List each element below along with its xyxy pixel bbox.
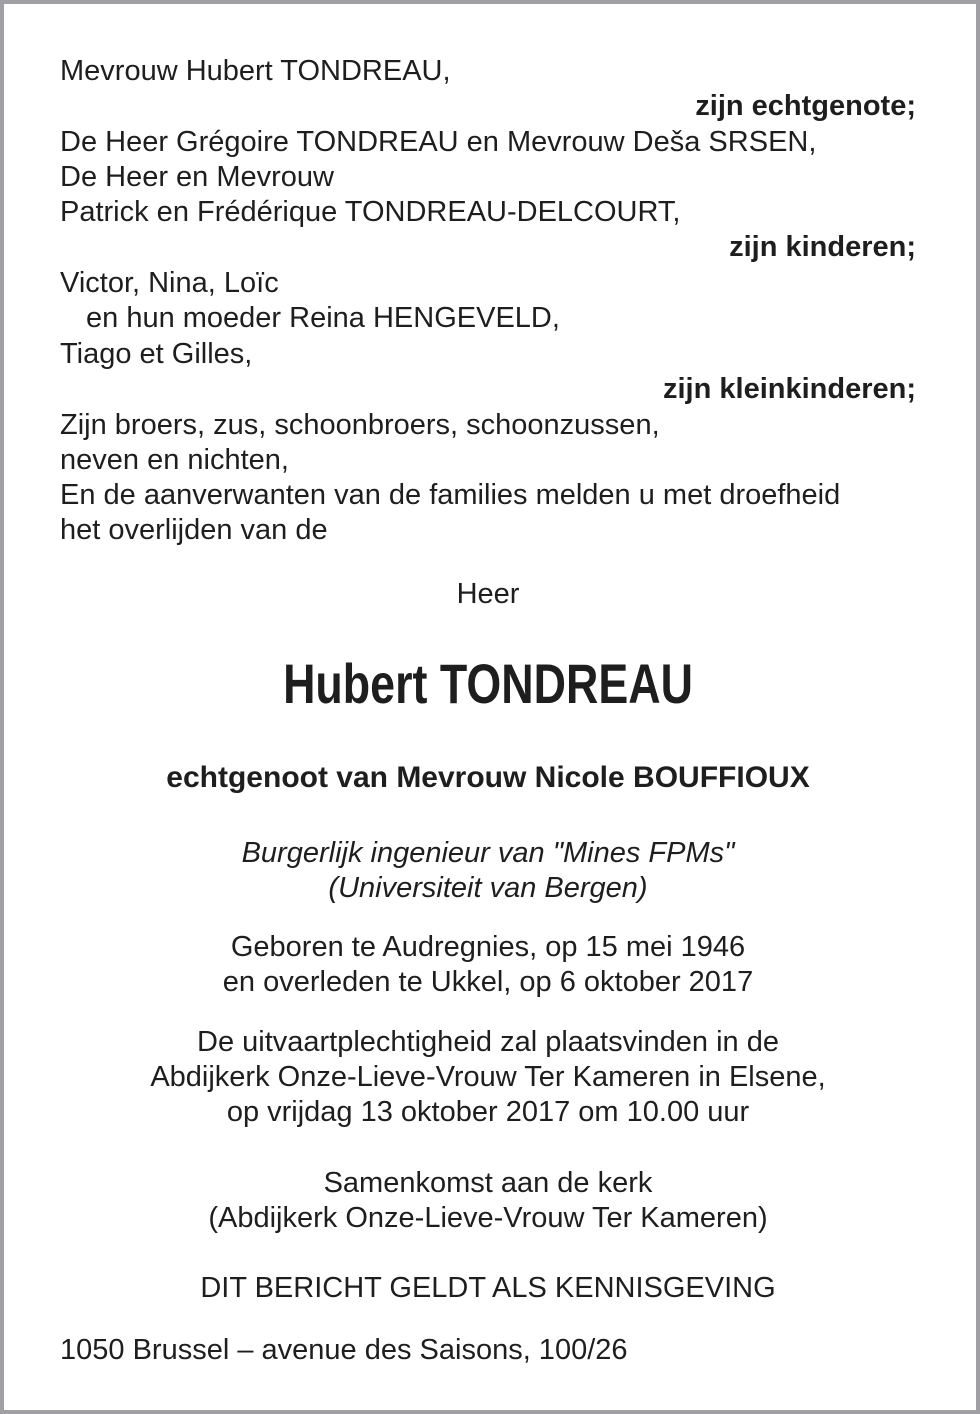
family-line: en hun moeder Reina HENGEVELD, — [86, 302, 560, 334]
family-line: Zijn broers, zus, schoonbroers, schoonzussen, — [60, 409, 660, 441]
meeting-line: Samenkomst aan de kerk — [323, 1167, 653, 1199]
family-line: Patrick en Frédérique TONDREAU-DELCOURT, — [60, 196, 681, 228]
meeting-line: (Abdijkerk Onze-Lieve-Vrouw Ter Kameren) — [208, 1202, 768, 1234]
family-role: zijn kleinkinderen; — [663, 373, 916, 405]
funeral-line: op vrijdag 13 oktober 2017 om 10.00 uur — [226, 1096, 750, 1128]
funeral-line: De uitvaartplechtigheid zal plaatsvinden in de — [197, 1026, 779, 1058]
obituary-notice — [4, 4, 976, 1410]
profession-line: (Universiteit van Bergen) — [328, 872, 648, 904]
family-line: Victor, Nina, Loïc — [60, 267, 279, 299]
family-line: De Heer en Mevrouw — [60, 161, 334, 193]
family-role: zijn kinderen; — [729, 231, 916, 263]
deceased-name: Hubert TONDREAU — [283, 652, 693, 715]
family-line: Tiago et Gilles, — [60, 338, 253, 370]
family-line: neven en nichten, — [60, 444, 289, 476]
notice-line: DIT BERICHT GELDT ALS KENNISGEVING — [200, 1272, 776, 1304]
family-line: het overlijden van de — [60, 514, 328, 546]
dates-line: en overleden te Ukkel, op 6 oktober 2017 — [222, 966, 754, 998]
funeral-line: Abdijkerk Onze-Lieve-Vrouw Ter Kameren in Elsene, — [150, 1061, 826, 1093]
family-line: En de aanverwanten van de families melden u met droefheid — [60, 479, 841, 511]
spouse-line: echtgenoot van Mevrouw Nicole BOUFFIOUX — [166, 761, 810, 794]
family-role: zijn echtgenote; — [695, 90, 916, 122]
profession-line: Burgerlijk ingenieur van "Mines FPMs" — [241, 837, 735, 869]
dates-line: Geboren te Audregnies, op 15 mei 1946 — [230, 931, 746, 963]
family-line: Mevrouw Hubert TONDREAU, — [60, 55, 451, 87]
family-line: De Heer Grégoire TONDREAU en Mevrouw Deša SRSEN, — [60, 126, 817, 158]
address-line: 1050 Brussel – avenue des Saisons, 100/26 — [60, 1334, 628, 1366]
title: Heer — [456, 578, 520, 610]
